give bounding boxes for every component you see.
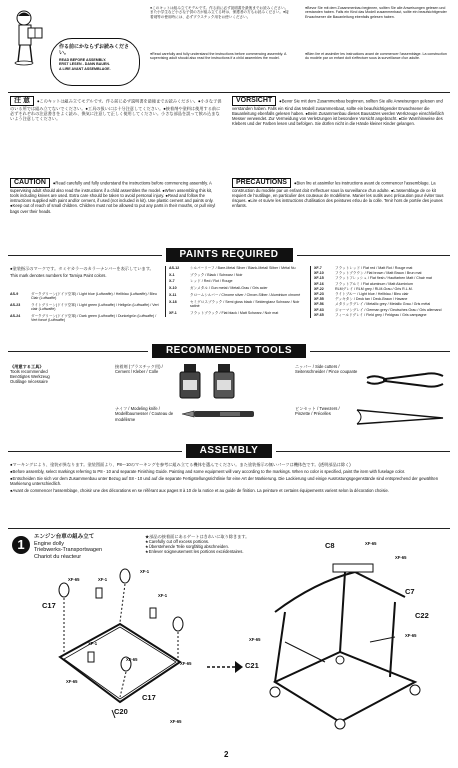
- assembly-jp: ●マーキングにより、塗装が異なります。塗装図面より、P8〜10のマーキングを参考に組み立てる機体を選んでください。また塗装指示の無いパーツは機体色です。(透明部品は除く): [10, 462, 351, 467]
- assembly-notes: [10, 462, 448, 518]
- paints-title: PAINTS REQUIRED: [166, 248, 293, 262]
- step-title-jp: エンジン台車の組み立て: [34, 534, 95, 540]
- tools-heading: [10, 364, 100, 384]
- precautions-text: ●Bien lire et assimiler les instructions avant de commencer l'assemblage. La construction du modèle par un enfant doit s'effectuer sous la surveillance d'un adulte. ●L'assemblage de ce kit requiert de l'outillage, en particulier des couteaux de modélisme. Manier les outils avec précaution pour éviter tous risques. ●Lire et suivre les instructions d'utilisation des peintures et/ou de la colle. Tenir hors de portée des jeunes enfants.: [232, 180, 444, 209]
- step-note-en: ★Carefully cut off excess portions.: [145, 539, 210, 545]
- paint-xf65-e: XF-65: [170, 719, 182, 724]
- caution-text: ●Read carefully and fully understand the instructions before commencing assembly. A supervising adult should also read the instructions if a child assembles the model. ●When assembling this kit, tools including knives are used. Extra care should be taken to avoid personal injury. ●Read and follow the instructions supplied with paint and/or cement, if used (not included in kit). Use plastic cement and paints only. ●Keep out of reach of small children. Children must not be allowed to put any parts in their mouths, or pull vinyl bags over their heads.: [10, 180, 216, 214]
- caution-block: [10, 178, 222, 214]
- step-note-jp: ★部品の接着面にあるゲートはきれいに取り除きます。: [145, 534, 250, 539]
- paints-section: [10, 266, 448, 342]
- assembly-arrow-icon: [205, 657, 245, 677]
- nippers-icon: [365, 366, 445, 396]
- knife-label: ナイフ / Modeling knife / Modellbaumesser / Couteau de modélisme: [115, 406, 174, 422]
- paint-item: AS-12 シルバーリーフ / Bare-Metal Silver / Blank-Metall Silber / Métal Nu: [169, 266, 296, 270]
- paint-xf65-i: XF-65: [249, 637, 261, 642]
- assembly-de: ●Entscheiden Sie sich vor dem Zusammenbau unter Bezug auf S8 - 10 und auf die separate Fertigstellungsrichtlinie für eine Art der Markierung. Die Lackierung und einige Ausrüstungsgegenstände sind entsprechend der gewählten Markierung unterschiedlich.: [10, 476, 439, 487]
- cement-bottles-icon: [178, 362, 258, 402]
- step-note-de: ★Überstehende Teile sorgfältig abschneiden.: [145, 544, 229, 550]
- paint-item: XF-10 フラットブラウン / Flat brown / Matt Braun / Brun mat: [314, 271, 422, 276]
- speech-jp: 作る前にかならずお読みください。: [59, 44, 130, 56]
- step-title-en: Engine dolly: [34, 540, 64, 547]
- paint-item: X-10 ガンメタル / Gun metal / Metall-Grau / Gris acier: [169, 286, 268, 291]
- paint-item: XF-55 デッキタン / Deck tan / Deck-Braun / Havane: [314, 297, 408, 302]
- paint-xf65-h: XF-65: [405, 633, 417, 638]
- paint-item: X-11 クロームシルバー / Chrome silver / Chrom-Silber / Aluminium chromé: [169, 292, 301, 297]
- assembly-en: ●Before assembly, select markings referring to P8 - 10 and separate Finishing Guide. Painting and some equipment will vary according to the markings. When no color is specified, paint the item with fuselage color.: [10, 469, 406, 475]
- paint-item: XF-7 フラットレッド / Flat red / Matt Rot / Rouge mat: [314, 266, 413, 270]
- paint-xf-list: [310, 266, 448, 318]
- intro-jp: ●このキットは組み立てモデルです。作る前に必ず説明書を最後までお読みください。また小学生など小さな子供の方が組み立てる時は、保護者の方もお読みください。●接着剤等の使用時には、必ずプラスチック用をお使いください。: [150, 6, 289, 19]
- tools-head-fr: Outillage nécessaire: [10, 379, 48, 385]
- paint-xf65-c: XF-65: [126, 657, 138, 662]
- paint-xf1-a: XF-1: [98, 577, 108, 582]
- assembly-title: ASSEMBLY: [186, 444, 273, 458]
- vorsicht-text: ●Bevor Sie mit dem Zusammenbau beginnen, sollten Sie alle Anweisungen gelesen und verstanden haben. Falls ein Kind das Modell zusammenbaut, sollte ein beaufsichtigender Erwachsener die Bauanleitung ebenfalls gelesen haben. ●Beim Zusammenbau dieses Bausatzes werden Werkzeuge einschließlich Messer verwendet. Zur Vermeidung von Verletzungen ist besondere Vorsicht angebracht. ●Die Warnhinweise des Klebers und der Farben lesen und befolgen. Sie dürfen nicht in die Hände kleiner Kinder gelangen.: [232, 98, 444, 127]
- tools-header: [8, 344, 450, 358]
- paint-item: XF-56 メタリックグレイ / Metallic grey / Metallic Grau / Gris métal: [314, 302, 431, 307]
- paint-item: XF-65 フィールドグレイ / Field grey / Feldgrau / Gris campagne: [314, 312, 427, 317]
- vorsicht-tag: VORSICHT: [232, 96, 276, 106]
- paint-xf65-d: XF-65: [66, 679, 78, 684]
- knife-icon: [180, 408, 260, 420]
- chui-block: [10, 96, 222, 121]
- paint-xf65-b: XF-65: [180, 661, 192, 666]
- tweezers-label: ピンセット / Tweezers / Pinzette / Précelles: [295, 406, 340, 417]
- dolly-assembled-diagram: [245, 542, 445, 732]
- chui-text: ●このキットは組み立てモデルです。作る前に必ず説明書を最後までお読みください。●小さな子供のいる所では組み立てないでください。●工具の扱いには十分注意してください。●接着剤や塗料は使用する前に必ずそれぞれの注意書きをよく読み、換気に注意して正しく使用してください。小さな部品を誤って飲み込まないよう注意してください。: [10, 98, 222, 122]
- dolly-exploded-diagram: [30, 562, 200, 732]
- paint-xf1-c: XF-1: [158, 593, 168, 598]
- divider-2: [8, 528, 450, 529]
- assembly-fr: ●Avant de commencer l'assemblage, choisir une des décorations en se référant aux pages 8 à 10 de la notice et au guide de finition. La peinture et certains équipements varient selon la décoration choisie.: [10, 488, 389, 494]
- precautions-tag: PRECAUTIONS: [232, 178, 291, 188]
- paint-item: XF-16 フラットアルミ / Flat aluminum / Matt Aluminium: [314, 281, 413, 286]
- paint-as-list: [10, 292, 160, 325]
- tools-section: [10, 362, 448, 440]
- paint-item: XF-63 ジャーマングレイ / German grey / Deutsches Grau / Gris allemand: [314, 307, 442, 312]
- step-title: [34, 534, 134, 560]
- paint-intro-en: This mark denotes numbers for Tamiya Paint colors.: [10, 273, 107, 279]
- paint-intro-jp: ●塗装指示のマークです。タミヤカラーのカラーナンバーを表示しています。: [10, 266, 154, 271]
- part-c8: C8: [325, 541, 335, 550]
- paint-item: X-1 ブラック / Black / Schwarz / Noir: [169, 272, 243, 277]
- part-c17-b: C17: [142, 693, 156, 702]
- paints-header: [8, 248, 450, 262]
- tools-title: RECOMMENDED TOOLS: [152, 344, 306, 358]
- step-note-fr: ★Enlever soigneusement les portions excédentaires.: [145, 549, 244, 555]
- paint-item: X-18 セミグロスブラック / Semi gloss black / Seidenglanz Schwarz / Noir satiné: [169, 299, 300, 308]
- paint-xf65-f: XF-65: [365, 541, 377, 546]
- paint-item: X-7 レッド / Red / Rot / Rouge: [169, 279, 233, 284]
- speech-de: ERST LESEN - DANN BAUEN.: [59, 62, 110, 67]
- part-c21: C21: [245, 661, 259, 670]
- paint-item: XF-1 フラットブラック / Flat black / Matt Schwarz / Noir mat: [169, 310, 279, 315]
- part-c7: C7: [405, 587, 415, 596]
- paint-xf1-d: XF-1: [88, 641, 98, 646]
- caution-section: [10, 96, 448, 246]
- tweezers-icon: [355, 406, 447, 428]
- paint-x-list: [165, 266, 305, 317]
- paint-xf1-b: XF-1: [140, 569, 150, 574]
- paint-intro: [10, 266, 160, 323]
- paint-item: XF-23 ライトブルー / Light blue / Hellblau / Bleu clair: [314, 292, 409, 297]
- part-c20: C20: [114, 707, 128, 716]
- speech-en: READ BEFORE ASSEMBLY.: [59, 58, 107, 62]
- paint-item: AS-9 ダークグリーン(ドイツ空軍) / Light blue (Luftwaffe) / Hellblau (Luftwaffe) / Bleu Clair (Luftwaffe): [10, 292, 157, 301]
- paint-item: XF-15 フラットフレッシュ / Flat flesh / Hautfarben Matt / Chair mat: [314, 276, 432, 281]
- part-c17: C17: [42, 601, 56, 610]
- vorsicht-block: [232, 96, 448, 127]
- paint-xf65-g: XF-65: [395, 555, 407, 560]
- step-1: [10, 532, 448, 742]
- speech-fr: A LIRE AVANT ASSEMBLAGE.: [59, 66, 111, 71]
- paint-item: AS-24 ダークグリーン(ドイツ空軍) / Dark green (Luftwaffe) / Dunkelgrün (Luftwaffe) / Vert foncé (Luftwaffe): [10, 314, 157, 323]
- chui-tag: 注 意: [10, 96, 34, 106]
- page-number: 2: [224, 750, 229, 759]
- part-c22: C22: [415, 611, 429, 620]
- step-title-de: Triebwerks-Transportwagen: [34, 547, 103, 554]
- intro-de: ●Bevor Sie mit dem Zusammenbau beginnen, sollten Sie alle Anweisungen gelesen und verstanden haben. Falls ein Kind das Modell zusammenbaut, sollte ein beaufsichtigender Erwachsener die Bauanleitung ebenfalls gelesen haben.: [305, 6, 447, 19]
- paint-xf65-a: XF-65: [68, 577, 80, 582]
- nippers-label: ニッパー / Side cutters / Seitenschneider / Pince coupante: [295, 364, 358, 375]
- speech-bubble: [50, 38, 140, 86]
- step-title-fr: Chariot du réacteur: [34, 553, 82, 560]
- paint-item: XF-22 RLMグレイ / RLM grey / RLM-Grau / Gris R.L.M.: [314, 286, 413, 291]
- tools-head-de: Benötigtes Werkzeug: [10, 374, 50, 380]
- divider-1: [8, 92, 450, 93]
- caution-tag: CAUTION: [10, 178, 50, 188]
- paint-item: AS-23 ライトグリーン(ドイツ空軍) / Light green (Luftwaffe) / Hellgrün (Luftwaffe) / Vert clair (Luftwaffe): [10, 303, 159, 312]
- step-number: 1: [12, 536, 30, 554]
- tools-head-en: Tools recommended: [10, 369, 48, 375]
- precautions-block: [232, 178, 448, 209]
- cement-label: 接着剤 (プラスチック用) / Cement / Kleber / Colle: [115, 364, 163, 375]
- intro-section: [10, 6, 448, 88]
- tools-head-jp: 《用意する工具》: [10, 364, 44, 369]
- assembly-header: [8, 444, 450, 458]
- intro-fr: ●Bien lire et assimiler les instructions avant de commencer l'assemblage. La construction du modèle par un enfant doit s'effectuer sous la surveillance d'un adulte.: [305, 52, 447, 61]
- intro-en: ●Read carefully and fully understand the instructions before commencing assembly. A supervising adult should also read the instructions if a child assembles the model.: [150, 52, 287, 61]
